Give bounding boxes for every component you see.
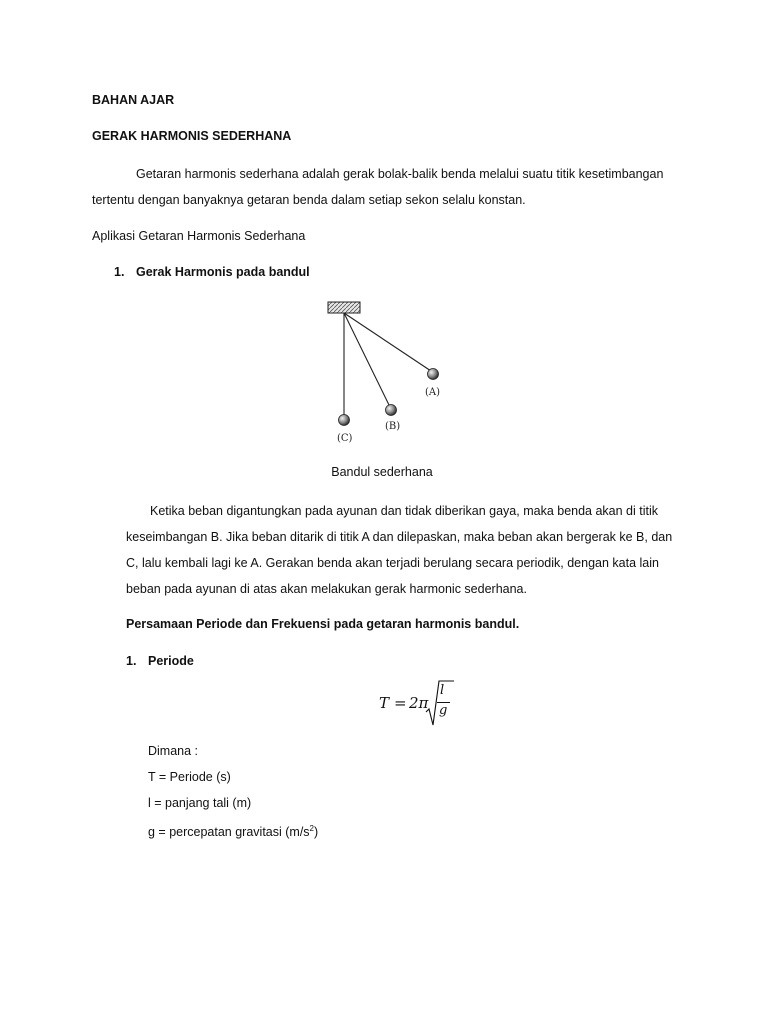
formula-l: l xyxy=(440,683,445,698)
explanation-line-3: C, lalu kembali lagi ke A. Gerakan benda akan terjadi berulang secara periodik, dengan kata lain xyxy=(126,556,659,570)
t-definition: T = Periode (s) xyxy=(148,770,231,784)
label-c: (C) xyxy=(337,433,353,444)
formula-equals: = xyxy=(394,694,407,712)
bahan-ajar-label: BAHAN AJAR xyxy=(92,93,175,107)
persamaan-heading: Persamaan Periode dan Frekuensi pada getaran harmonis bandul. xyxy=(126,617,520,631)
label-b: (B) xyxy=(385,421,401,432)
label-a: (A) xyxy=(425,387,441,398)
intro-paragraph xyxy=(92,161,670,213)
periode-title: Periode xyxy=(148,654,194,668)
period-formula xyxy=(379,678,479,730)
bob-b xyxy=(386,405,397,416)
explanation-paragraph xyxy=(126,498,678,602)
pendulum-support xyxy=(328,302,360,313)
explanation-line-1: Ketika beban digantungkan pada ayunan dan tidak diberikan gaya, maka benda akan di titik xyxy=(150,504,659,518)
aplikasi-heading: Aplikasi Getaran Harmonis Sederhana xyxy=(92,229,306,243)
formula-g: g xyxy=(439,703,448,718)
intro-line-1: Getaran harmonis sederhana adalah gerak bolak-balik benda melalui suatu titik kesetimbangan xyxy=(136,167,664,181)
section-1-title: Gerak Harmonis pada bandul xyxy=(136,265,310,279)
formula-2pi: 2π xyxy=(409,694,429,712)
periode-number: 1. xyxy=(126,654,137,668)
pendulum-figure xyxy=(322,296,462,446)
intro-line-2: tertentu dengan banyaknya getaran benda dalam setiap sekon selalu konstan. xyxy=(92,193,526,207)
l-definition: l = panjang tali (m) xyxy=(148,796,252,810)
figure-caption: Bandul sederhana xyxy=(331,465,433,479)
bob-a xyxy=(428,369,439,380)
section-1-number: 1. xyxy=(114,265,125,279)
definitions-block xyxy=(148,738,318,845)
formula-t: T xyxy=(379,694,390,712)
document-title: GERAK HARMONIS SEDERHANA xyxy=(92,129,292,143)
string-b xyxy=(344,313,390,407)
bob-c xyxy=(339,415,350,426)
explanation-line-4: beban pada ayunan di atas akan melakukan gerak harmonic sederhana. xyxy=(126,582,527,596)
string-a xyxy=(344,313,431,371)
g-definition: g = percepatan gravitasi $(m/s^2)$ xyxy=(148,824,319,840)
dimana-label: Dimana : xyxy=(148,744,199,758)
explanation-line-2: keseimbangan B. Jika beban ditarik di titik A dan dilepaskan, maka beban akan bergerak ke B, dan xyxy=(126,530,673,544)
